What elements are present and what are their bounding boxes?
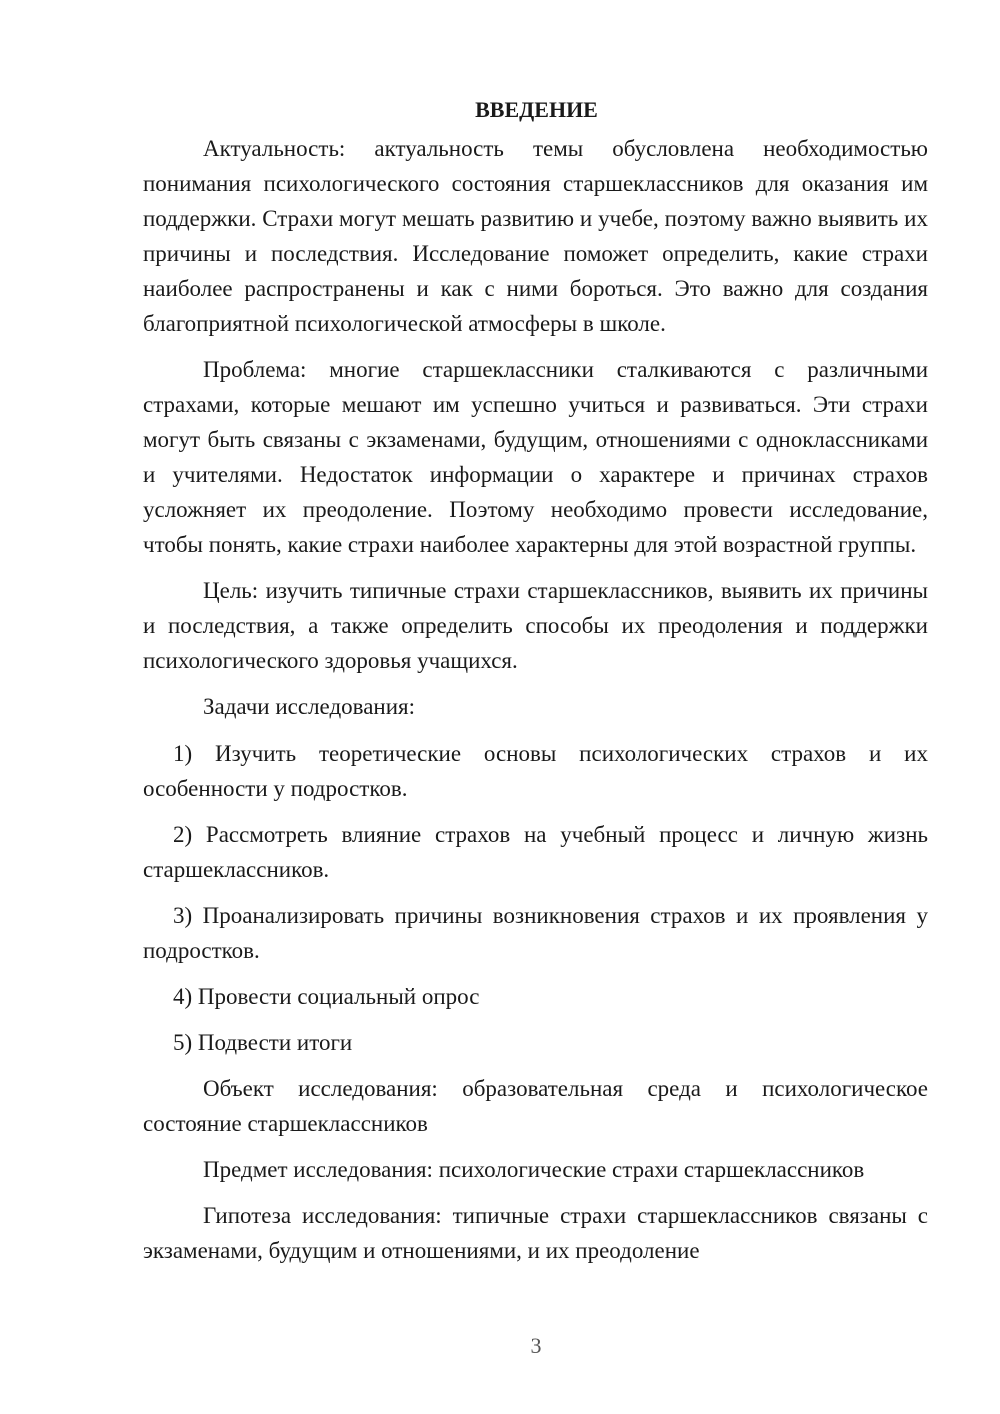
relevance-paragraph: Актуальность: актуальность темы обусловлена необходимостью понимания психологического состояния старшеклассников для оказания им поддержки. Страхи могут мешать развитию и учебе, поэтому важно выявить их причины и последствия. Исследование поможет определить, какие страхи наиболее распространены и как с ними бороться. Это важно для создания благоприятной психологической атмосферы в школе. [143,136,928,336]
page-content [143,92,928,1279]
task-item-2: 2) Рассмотреть влияние страхов на учебный процесс и личную жизнь старшеклассников. [143,822,928,882]
task-item-5: 5) Подвести итоги [173,1030,353,1055]
subject-paragraph: Предмет исследования: психологические страхи старшеклассников [203,1157,865,1182]
problem-paragraph: Проблема: многие старшеклассники сталкиваются с различными страхами, которые мешают им успешно учиться и развиваться. Эти страхи могут быть связаны с экзаменами, будущим, отношениями с одноклассниками и учителями. Недостаток информации о характере и причинах страхов усложняет их преодоление. Поэтому необходимо провести исследование, чтобы понять, какие страхи наиболее характерны для этой возрастной группы. [143,357,928,557]
section-title: ВВЕДЕНИЕ [475,97,598,122]
object-paragraph: Объект исследования: образовательная среда и психологическое состояние старшеклассников [143,1076,928,1136]
task-item-4: 4) Провести социальный опрос [173,984,480,1009]
page-number: 3 [530,1333,542,1358]
hypothesis-paragraph: Гипотеза исследования: типичные страхи старшеклассников связаны с экзаменами, будущим и отношениями, и их преодоление [143,1203,928,1263]
task-item-3: 3) Проанализировать причины возникновения страхов и их проявления у подростков. [143,903,928,963]
tasks-heading: Задачи исследования: [203,694,416,719]
goal-paragraph: Цель: изучить типичные страхи старшеклассников, выявить их причины и последствия, а также определить способы их преодоления и поддержки психологического здоровья учащихся. [143,578,928,673]
task-item-1: 1) Изучить теоретические основы психологических страхов и их особенности у подростков. [143,741,928,801]
